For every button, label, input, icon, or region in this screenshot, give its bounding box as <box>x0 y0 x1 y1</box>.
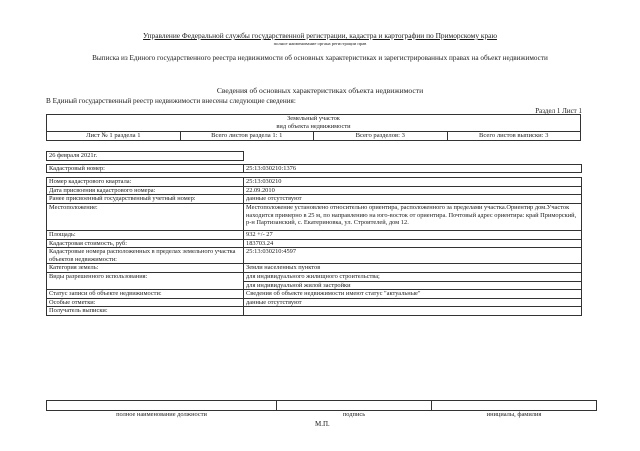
intro-text: В Единый государственный реестр недвижимости внесены следующие сведения: <box>46 97 296 105</box>
table-row <box>47 290 582 299</box>
sections-count: Всего разделов: 3 <box>314 132 448 141</box>
row-label: Ранее присвоенный государственный учетный номер: <box>47 195 244 204</box>
permitted-use-1: для индивидуального жилищного строительства; <box>244 273 581 282</box>
table-row <box>47 164 582 173</box>
object-header-table <box>46 114 581 141</box>
table-row <box>47 272 582 289</box>
object-type: Земельный участок <box>47 115 581 124</box>
table-row <box>47 248 582 264</box>
signature-table <box>46 400 597 420</box>
table-row <box>47 186 582 195</box>
row-value: 22.09.2010 <box>244 186 582 195</box>
row-value <box>244 307 582 316</box>
agency-caption: полное наименование органа регистрации прав <box>273 41 367 46</box>
row-value: 932 +/- 27 <box>244 230 582 239</box>
row-value: 25:13:030210:4597 <box>244 248 582 264</box>
permitted-use-2: для индивидуальной жилой застройки <box>246 281 351 289</box>
characteristics-table <box>46 151 582 316</box>
extract-sheets-count: Всего листов выписки: 3 <box>447 132 581 141</box>
row-label: Номер кадастрового квартала: <box>47 178 244 187</box>
row-value: 25:13:030210:1376 <box>244 164 582 173</box>
row-value: Местоположение установлено относительно ориентира, расположенного за пределами участка.Ориентир дом.Участок находится примерно в 25 м, по направлению на юго-восток от ориентира. Почтовый адрес ориентира: край Приморский, р-н Партизанский, с. Екатериновка, ул. Строителей, дом 12. <box>244 203 582 230</box>
table-row <box>47 195 582 204</box>
extract-date: 26 февраля 2021г. <box>47 152 244 161</box>
row-value: 25:13:030210 <box>244 178 582 187</box>
object-type-caption: вид объекта недвижимости <box>47 123 581 132</box>
sheet-reference: Раздел 1 Лист 1 <box>535 107 582 115</box>
name-caption: инициалы, фамилия <box>432 411 597 421</box>
row-label: Категория земель: <box>47 264 244 273</box>
table-row <box>47 230 582 239</box>
sheet-number: Лист № 1 раздела 1 <box>47 132 181 141</box>
row-label: Виды разрешенного использования: <box>47 272 244 289</box>
table-row <box>47 239 582 248</box>
table-row <box>47 203 582 230</box>
row-label: Местоположение: <box>47 203 244 230</box>
row-label: Особые отметки: <box>47 298 244 307</box>
row-value: данные отсутствуют <box>244 298 582 307</box>
row-label: Дата присвоения кадастрового номера: <box>47 186 244 195</box>
table-row <box>47 178 582 187</box>
row-value: 183703.24 <box>244 239 582 248</box>
row-label: Кадастровый номер: <box>47 164 244 173</box>
row-value <box>244 272 582 289</box>
table-row <box>47 298 582 307</box>
row-label: Площадь: <box>47 230 244 239</box>
row-value: данные отсутствуют <box>244 195 582 204</box>
row-label: Статус записи об объекте недвижимости: <box>47 290 244 299</box>
extract-title: Выписка из Единого государственного реестра недвижимости об основных характеристиках и зарегистрированных правах на объект недвижимости <box>92 54 548 62</box>
row-value: Сведения об объекте недвижимости имеют статус "актуальные" <box>244 290 582 299</box>
position-caption: полное наименование должности <box>47 411 277 421</box>
stamp-placeholder: М.П. <box>315 420 330 428</box>
row-value: Земли населенных пунктов <box>244 264 582 273</box>
row-label: Кадастровая стоимость, руб: <box>47 239 244 248</box>
table-row <box>47 307 582 316</box>
row-label: Кадастровые номера расположенных в пределах земельного участка объектов недвижимости: <box>47 248 244 264</box>
row-label: Получатель выписки: <box>47 307 244 316</box>
section-title: Сведения об основных характеристиках объекта недвижимости <box>216 86 424 95</box>
signature-caption: подпись <box>277 411 432 421</box>
agency-name: Управление Федеральной службы государственной регистрации, кадастра и картографии по Приморскому краю <box>143 31 497 40</box>
section-sheets-count: Всего листов раздела 1: 1 <box>180 132 314 141</box>
table-row <box>47 264 582 273</box>
